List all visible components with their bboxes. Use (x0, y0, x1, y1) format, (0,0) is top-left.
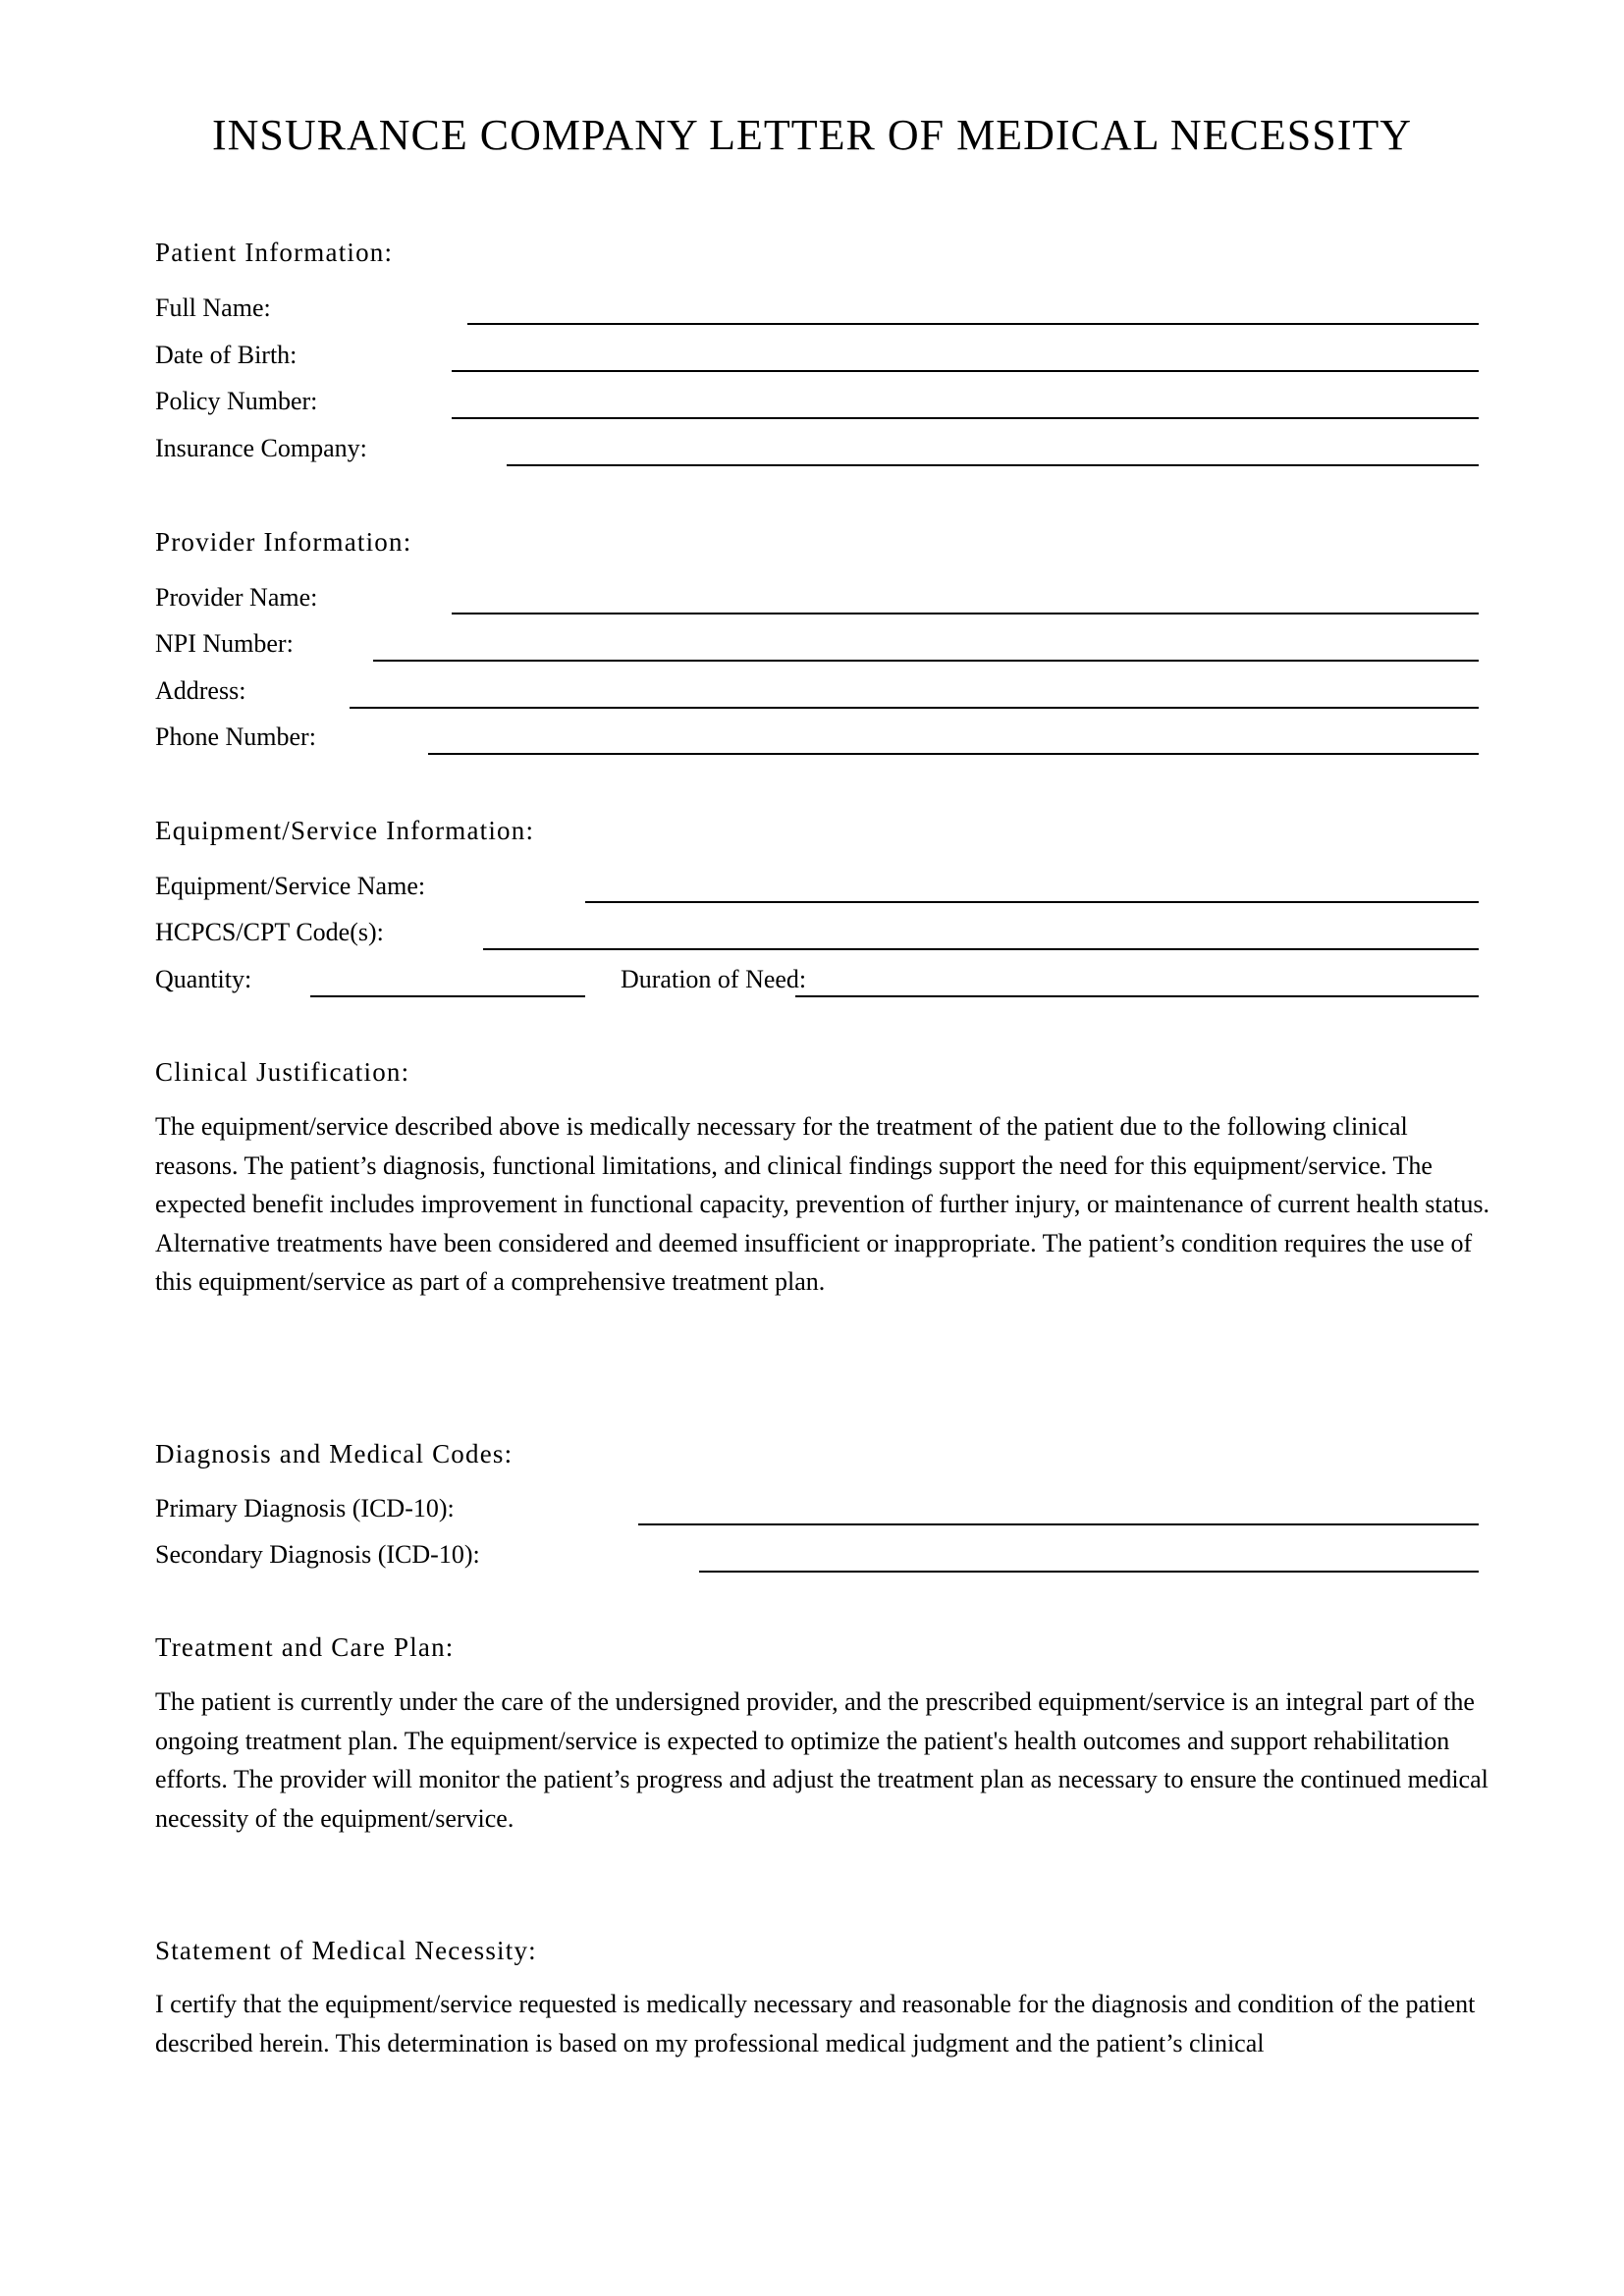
equipment-name-label: Equipment/Service Name: (155, 872, 426, 900)
duration-of-need-field[interactable] (795, 995, 1479, 997)
duration-of-need-label: Duration of Need: (621, 965, 807, 993)
provider-info-heading: Provider Information: (155, 527, 412, 557)
diagnosis-codes-heading: Diagnosis and Medical Codes: (155, 1439, 514, 1468)
quantity-field[interactable] (310, 995, 585, 997)
npi-number-field[interactable] (373, 660, 1479, 662)
document-title: INSURANCE COMPANY LETTER OF MEDICAL NECESSITY (211, 111, 1413, 159)
full-name-field[interactable] (467, 323, 1479, 325)
policy-number-field[interactable] (452, 417, 1479, 419)
insurance-company-label: Insurance Company: (155, 434, 367, 462)
npi-number-label: NPI Number: (155, 629, 294, 658)
address-label: Address: (155, 676, 246, 705)
clinical-justification-text: The equipment/service described above is medically necessary for the treatment of the patient due to the following clinical reasons. The patient’s diagnosis, functional limitations, and clinical findings support the need for this equipment/service. The expected benefit includes improvement in functional capacity, prevention of further injury, or maintenance of current health status. Alternative treatments have been considered and deemed insufficient or inappropriate. The patient’s condition requires the use of this equipment/service as part of a comprehensive treatment plan. (155, 1112, 1489, 1296)
phone-number-field[interactable] (428, 753, 1479, 755)
date-of-birth-label: Date of Birth: (155, 341, 298, 369)
equipment-info-heading: Equipment/Service Information: (155, 816, 535, 845)
treatment-plan-heading: Treatment and Care Plan: (155, 1632, 455, 1662)
statement-heading: Statement of Medical Necessity: (155, 1936, 537, 1965)
secondary-diagnosis-field[interactable] (699, 1571, 1479, 1573)
patient-info-heading: Patient Information: (155, 238, 394, 267)
policy-number-label: Policy Number: (155, 387, 318, 415)
treatment-plan-text: The patient is currently under the care of the undersigned provider, and the prescribed equipment/service is an integral part of the ongoing treatment plan. The equipment/service is expected to optimize the patient's health outcomes and support rehabilitation efforts. The provider will monitor the patient’s progress and adjust the treatment plan as necessary to ensure the continued medical necessity of the equipment/service. (155, 1687, 1489, 1833)
hcpcs-cpt-codes-field[interactable] (483, 948, 1479, 950)
primary-diagnosis-label: Primary Diagnosis (ICD-10): (155, 1494, 455, 1522)
address-field[interactable] (350, 707, 1479, 709)
provider-name-field[interactable] (452, 613, 1479, 614)
secondary-diagnosis-label: Secondary Diagnosis (ICD-10): (155, 1540, 480, 1569)
primary-diagnosis-field[interactable] (638, 1523, 1479, 1525)
date-of-birth-field[interactable] (452, 370, 1479, 372)
insurance-company-field[interactable] (507, 464, 1479, 466)
clinical-justification-heading: Clinical Justification: (155, 1057, 410, 1087)
full-name-label: Full Name: (155, 294, 271, 322)
quantity-label: Quantity: (155, 965, 252, 993)
provider-name-label: Provider Name: (155, 583, 318, 612)
hcpcs-cpt-codes-label: HCPCS/CPT Code(s): (155, 918, 384, 946)
phone-number-label: Phone Number: (155, 722, 316, 751)
equipment-name-field[interactable] (585, 901, 1479, 903)
statement-text: I certify that the equipment/service requested is medically necessary and reasonable for the diagnosis and condition of the patient described herein. This determination is based on my professional medical judgment and the patient’s clinical (155, 1990, 1476, 2057)
